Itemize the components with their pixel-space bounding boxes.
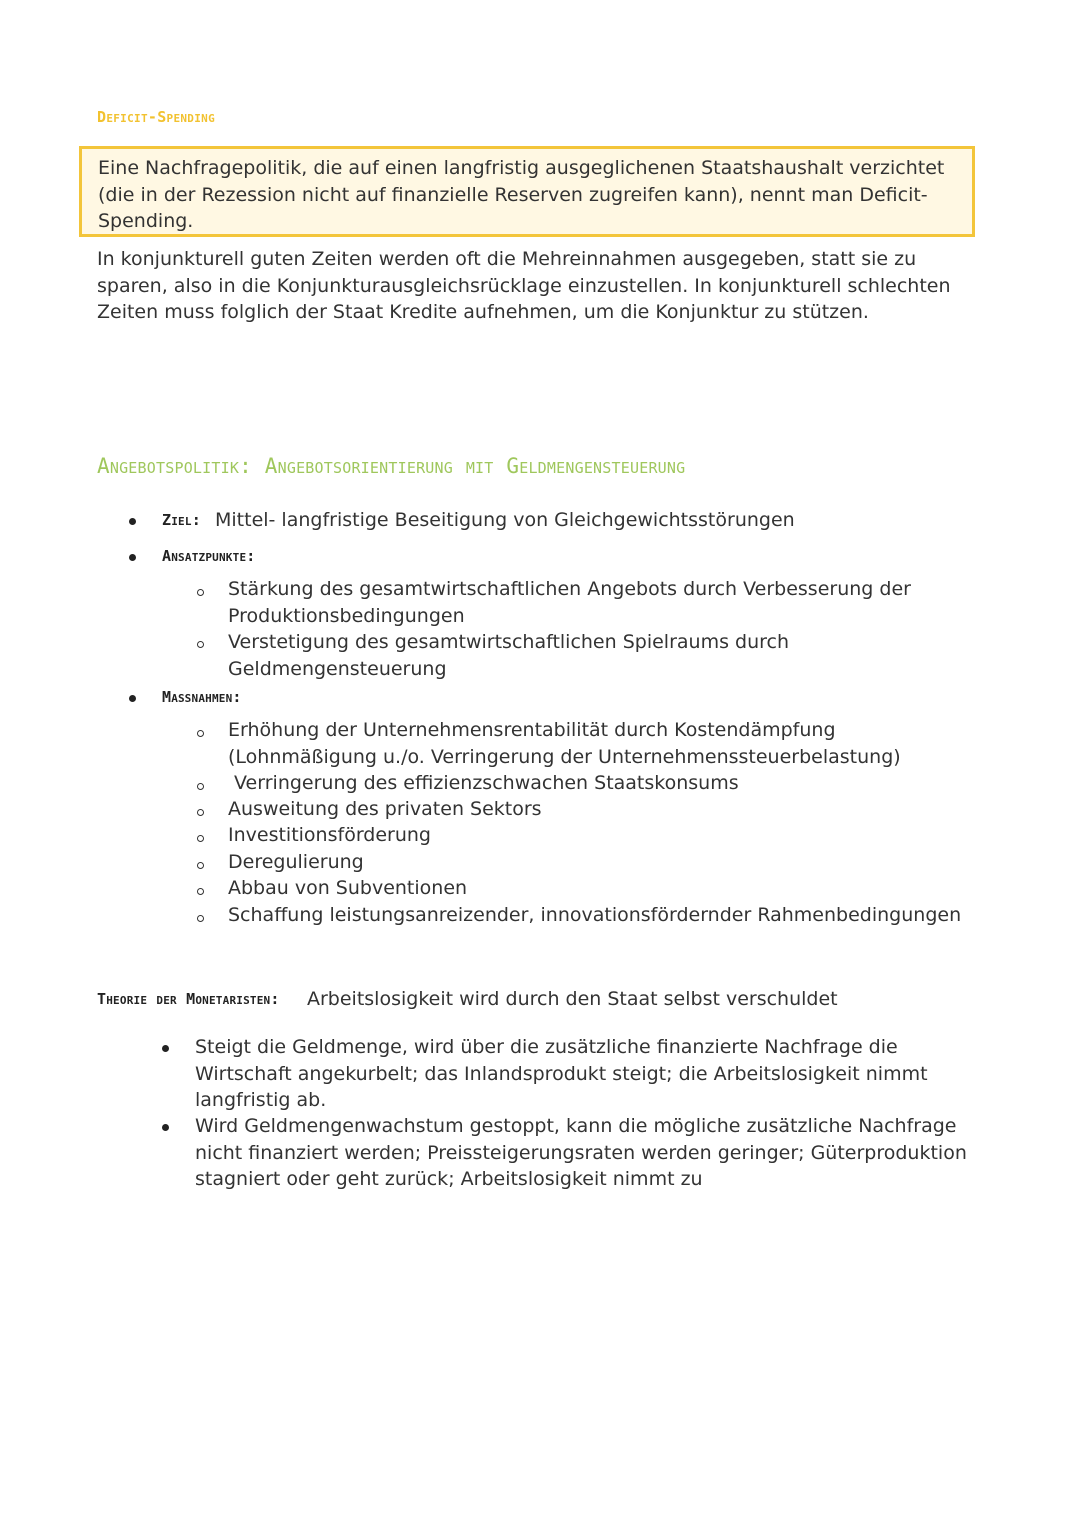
monetaristen-label: Theorie der Monetaristen: xyxy=(97,990,280,1008)
ansatz-item: Verstetigung des gesamtwirtschaftlichen Spielraums durch Geldmengensteuerung xyxy=(228,631,790,680)
massnahmen-item: Investitionsförderung xyxy=(228,824,431,846)
massnahmen-item: Erhöhung der Unternehmensrentabilität durch Kostendämpfung (Lohnmäßigung u./o. Verringerung der Unternehmenssteuerbelastung) xyxy=(228,719,901,768)
definition-text: Eine Nachfragepolitik, die auf einen langfristig ausgeglichenen Staatshaushalt verzichtet (die in der Rezession nicht auf finanzielle Reserven zugreifen kann), nennt man Deficit-Spending. xyxy=(98,157,945,232)
ziel-label: Ziel: xyxy=(162,511,201,529)
massnahmen-item: Schaffung leistungsanreizender, innovationsfördernder Rahmenbedingungen xyxy=(228,904,962,926)
definition-box xyxy=(79,146,975,237)
monetaristen-text: Arbeitslosigkeit wird durch den Staat selbst verschuldet xyxy=(307,988,838,1010)
deficit-paragraph: In konjunkturell guten Zeiten werden oft die Mehreinnahmen ausgegeben, statt sie zu sparen, also in die Konjunkturausgleichsrücklage einzustellen. In konjunkturell schlechten Zeiten muss folglich der Staat Kredite aufnehmen, um die Konjunktur zu stützen. xyxy=(97,248,951,323)
monetaristen-item: Steigt die Geldmenge, wird über die zusätzliche finanzierte Nachfrage die Wirtschaft angekurbelt; das Inlandsprodukt steigt; die Arbeitslosigkeit nimmt langfristig ab. xyxy=(195,1036,928,1111)
massnahmen-item: Abbau von Subventionen xyxy=(228,877,468,899)
deficit-heading: Deficit-Spending xyxy=(97,108,215,126)
massnahmen-item: Ausweitung des privaten Sektors xyxy=(228,798,542,820)
sub-bullet-ring xyxy=(197,809,204,816)
ansatz-label: Ansatzpunkte: xyxy=(162,547,256,565)
sub-bullet-ring xyxy=(197,730,204,737)
bullet-dot xyxy=(129,695,136,702)
sub-bullet-ring xyxy=(197,862,204,869)
ansatz-item: Stärkung des gesamtwirtschaftlichen Angebots durch Verbesserung der Produktionsbedingungen xyxy=(228,578,911,627)
monetaristen-item: Wird Geldmengenwachstum gestoppt, kann die mögliche zusätzliche Nachfrage nicht finanziert werden; Preissteigerungsraten werden geringer; Güterproduktion stagniert oder geht zurück; Arbeitslosigkeit nimmt zu xyxy=(195,1115,967,1190)
massnahmen-item: Deregulierung xyxy=(228,851,364,873)
sub-bullet-ring xyxy=(197,835,204,842)
sub-bullet-ring xyxy=(197,915,204,922)
massnahmen-label: Maßnahmen: xyxy=(162,688,242,706)
ziel-text: Mittel- langfristige Beseitigung von Gleichgewichtsstörungen xyxy=(215,509,795,531)
bullet-dot xyxy=(129,554,136,561)
sub-bullet-ring xyxy=(197,641,204,648)
bullet-dot xyxy=(129,518,136,525)
sub-bullet-ring xyxy=(197,783,204,790)
sub-bullet-ring xyxy=(197,888,204,895)
massnahmen-item: Verringerung des effizienzschwachen Staatskonsums xyxy=(228,772,739,794)
angebot-heading: Angebotspolitik: Angebotsorientierung mit Geldmengensteuerung xyxy=(97,454,686,478)
bullet-dot xyxy=(162,1124,169,1131)
bullet-dot xyxy=(162,1045,169,1052)
sub-bullet-ring xyxy=(197,589,204,596)
